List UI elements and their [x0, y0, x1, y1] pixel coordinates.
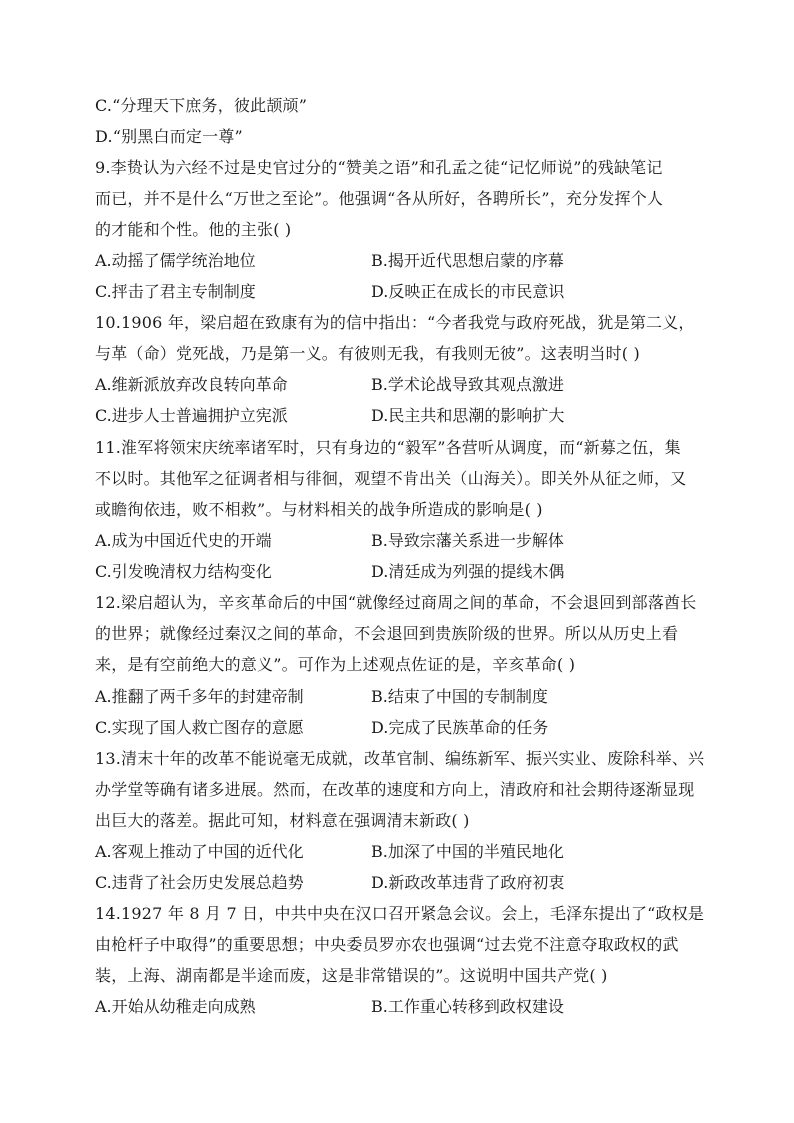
q13-option-b: B.加深了中国的半殖民地化 [371, 842, 564, 861]
q10-stem-line-1: 10.1906 年，梁启超在致康有为的信中指出：“今者我党与政府死战，犹是第二义， [95, 313, 695, 332]
q10-option-b: B.学术论战导致其观点激进 [371, 375, 564, 394]
q13-options-row-1 [95, 842, 705, 862]
q11-option-a: A.成为中国近代史的开端 [95, 531, 272, 550]
q10-option-d: D.民主共和思潮的影响扩大 [371, 406, 565, 425]
q14-option-b: B.工作重心转移到政权建设 [371, 997, 564, 1016]
q14-stem-line-3: 装，上海、湖南都是半途而废，这是非常错误的”。这说明中国共产党( ) [95, 966, 608, 985]
q10-stem-line-2: 与革（命）党死战，乃是第一义。有彼则无我，有我则无彼”。这表明当时( ) [95, 344, 640, 363]
q13-stem-line-3: 出巨大的落差。据此可知，材料意在强调清末新政( ) [95, 811, 470, 830]
q9-option-c: C.抨击了君主专制制度 [95, 282, 256, 301]
q10-options-row-1 [95, 375, 705, 395]
q11-option-d: D.清廷成为列强的提线木偶 [371, 562, 565, 581]
q9-options-row-1 [95, 251, 705, 271]
q9-stem-line-1: 9.李贽认为六经不过是史官过分的“赞美之语”和孔孟之徒“记忆师说”的残缺笔记 [95, 158, 663, 177]
q9-stem-line-3: 的才能和个性。他的主张( ) [95, 220, 292, 239]
q11-option-b: B.导致宗藩关系进一步解体 [371, 531, 564, 550]
q13-option-c: C.违背了社会历史发展总趋势 [95, 873, 304, 892]
q10-option-a: A.维新派放弃改良转向革命 [95, 375, 288, 394]
q12-stem-line-3: 来，是有空前绝大的意义”。可作为上述观点佐证的是，辛亥革命( ) [95, 655, 576, 674]
q14-options-row-1 [95, 997, 705, 1017]
q12-option-c: C.实现了国人救亡图存的意愿 [95, 718, 304, 737]
q12-options-row-2 [95, 718, 705, 738]
q13-option-d: D.新政改革违背了政府初衷 [371, 873, 565, 892]
q12-stem-line-1: 12.梁启超认为，辛亥革命后的中国“就像经过商周之间的革命，不会退回到部落酋长 [95, 593, 697, 612]
q11-stem-line-2: 不以时。其他军之征调者相与徘徊，观望不肯出关（山海关）。即关外从征之师，又 [95, 469, 687, 488]
q14-stem-line-1: 14.1927 年 8 月 7 日，中共中央在汉口召开紧急会议。会上，毛泽东提出了“政权是 [95, 904, 705, 923]
q8-option-c: C.“分理天下庶务，彼此颉颃” [95, 96, 308, 115]
q13-stem-line-1: 13.清末十年的改革不能说毫无成就，改革官制、编练新军、振兴实业、废除科举、兴 [95, 749, 705, 768]
q12-option-d: D.完成了民族革命的任务 [371, 718, 549, 737]
q9-option-b: B.揭开近代思想启蒙的序幕 [371, 251, 564, 270]
q11-stem-line-1: 11.淮军将领宋庆统率诸军时，只有身边的“毅军”各营听从调度，而“新募之伍，集 [95, 438, 681, 457]
q9-options-row-2 [95, 282, 705, 302]
q11-option-c: C.引发晚清权力结构变化 [95, 562, 272, 581]
q14-option-a: A.开始从幼稚走向成熟 [95, 997, 256, 1016]
q10-option-c: C.进步人士普遍拥护立宪派 [95, 406, 288, 425]
q12-options-row-1 [95, 687, 705, 707]
q9-option-d: D.反映正在成长的市民意识 [371, 282, 565, 301]
q12-option-a: A.推翻了两千多年的封建帝制 [95, 687, 304, 706]
q9-option-a: A.动摇了儒学统治地位 [95, 251, 256, 270]
q12-stem-line-2: 的世界；就像经过秦汉之间的革命，不会退回到贵族阶级的世界。所以从历史上看 [95, 624, 679, 643]
q12-option-b: B.结束了中国的专制制度 [371, 687, 548, 706]
q13-options-row-2 [95, 873, 705, 893]
q13-stem-line-2: 办学堂等确有诸多进展。然而，在改革的速度和方向上，清政府和社会期待逐渐显现 [95, 780, 695, 799]
q11-stem-line-3: 或瞻徇依违，败不相救”。与材料相关的战争所造成的影响是( ) [95, 500, 543, 519]
q10-options-row-2 [95, 406, 705, 426]
q13-option-a: A.客观上推动了中国的近代化 [95, 842, 304, 861]
q11-options-row-1 [95, 531, 705, 551]
q8-option-d: D.“别黑白而定一尊” [95, 127, 243, 146]
q14-stem-line-2: 由枪杆子中取得”的重要思想；中央委员罗亦农也强调“过去党不注意夺取政权的武 [95, 935, 679, 954]
q9-stem-line-2: 而已，并不是什么“万世之至论”。他强调“各从所好，各聘所长”，充分发挥个人 [95, 189, 664, 208]
q11-options-row-2 [95, 562, 705, 582]
